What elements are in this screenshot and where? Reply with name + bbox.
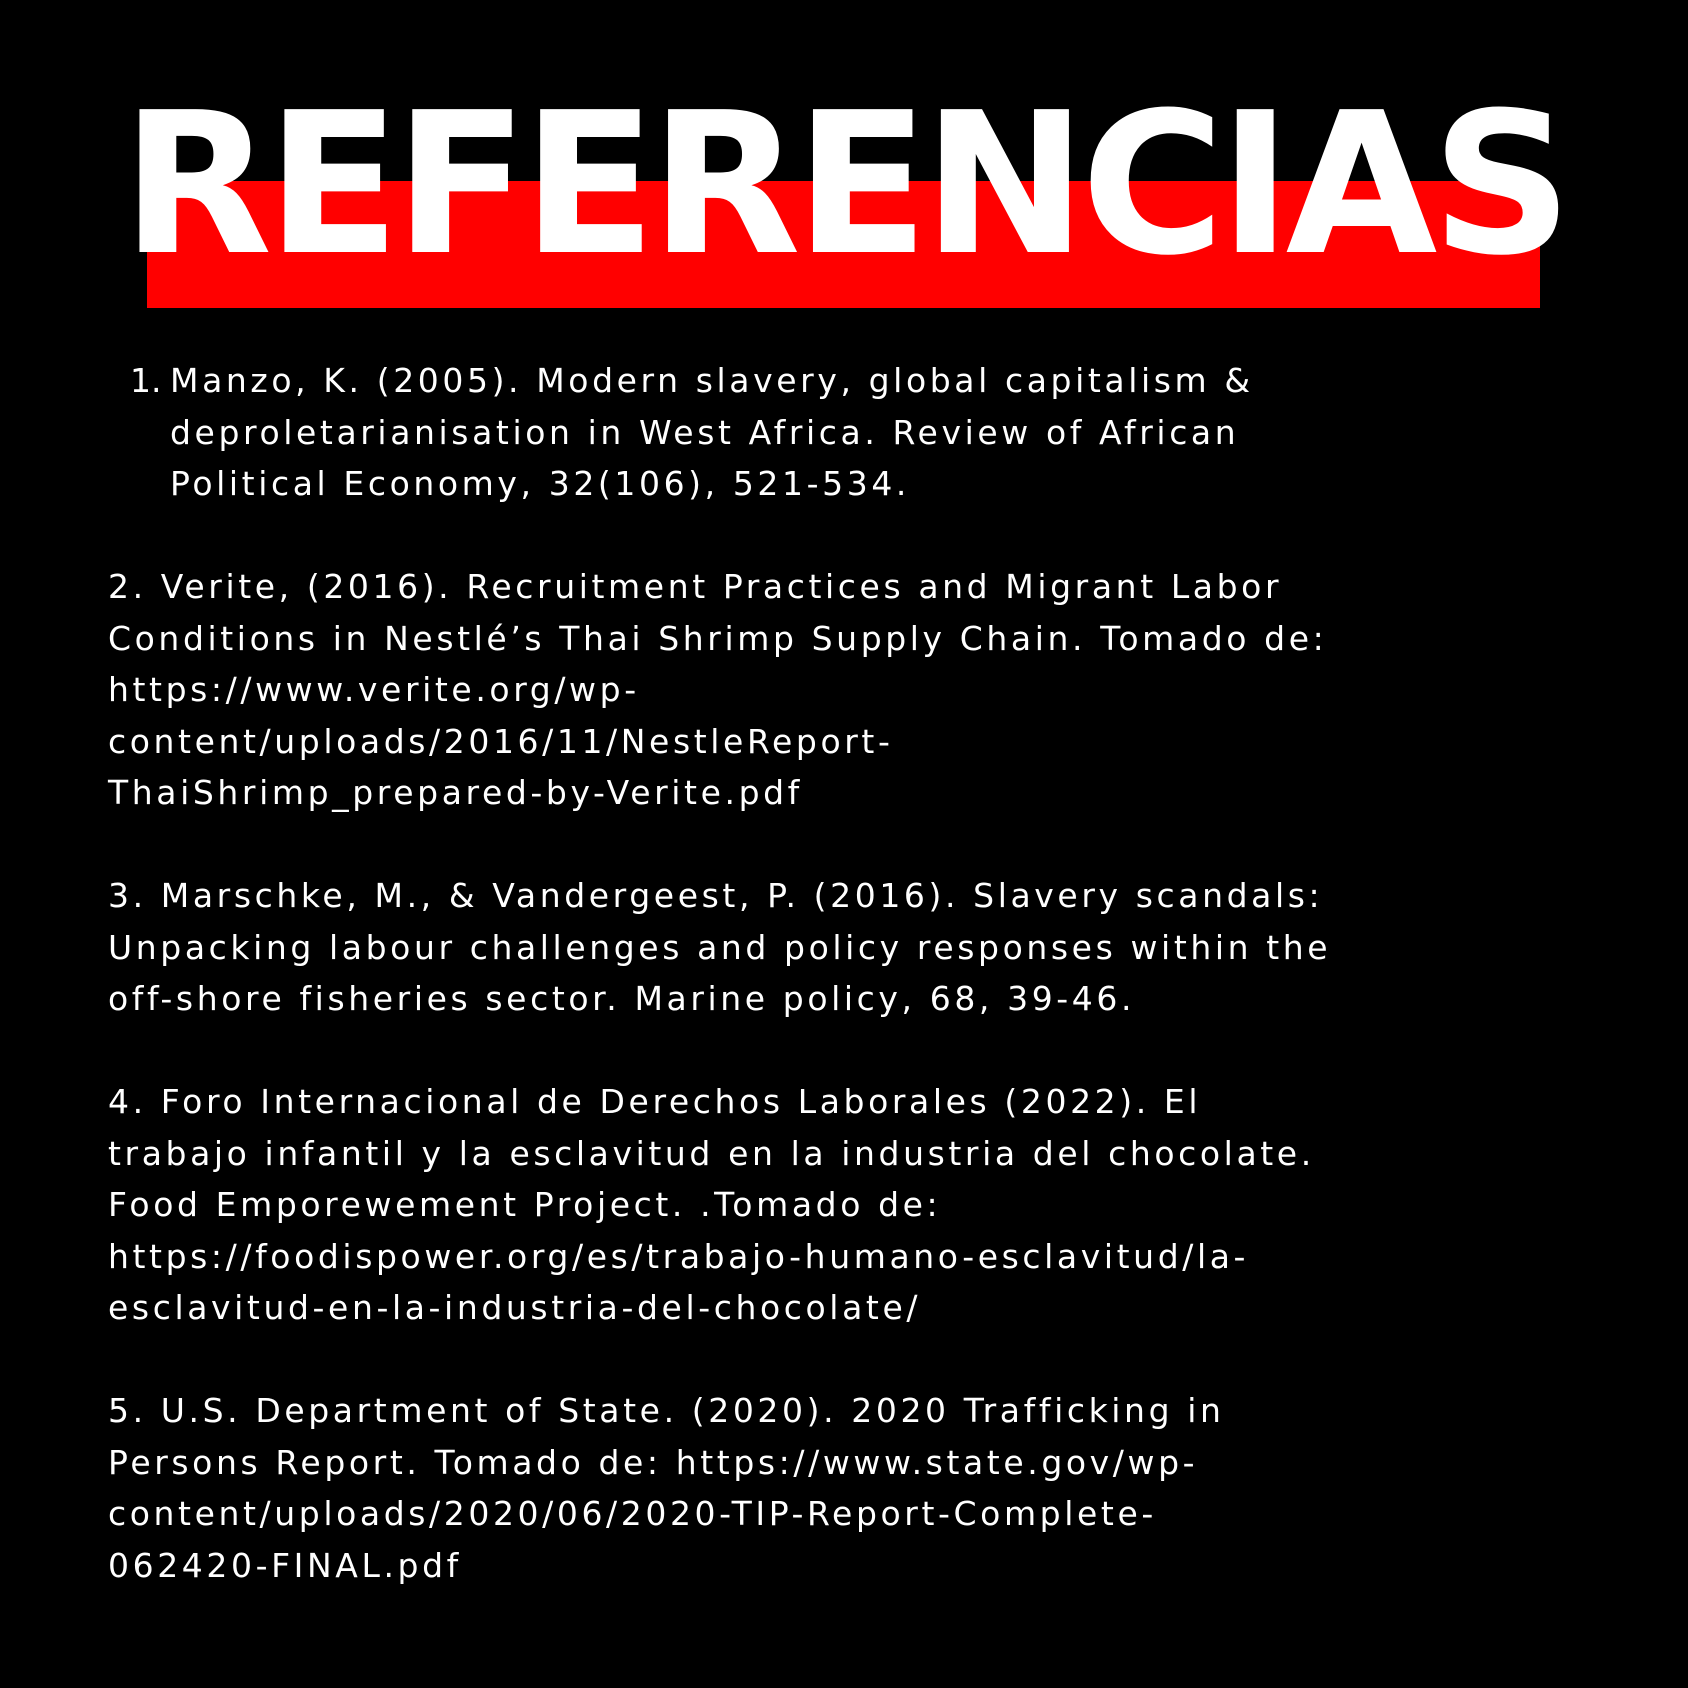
reference-url-line[interactable]: content/uploads/2016/11/NestleReport- bbox=[108, 721, 894, 761]
reference-line: Food Emporewement Project. .Tomado de: bbox=[108, 1185, 942, 1224]
reference-item-3 bbox=[108, 870, 1628, 1025]
reference-line: 3. Marschke, M., & Vandergeest, P. (2016). Slavery scandals: bbox=[108, 876, 1324, 915]
reference-line: off-shore fisheries sector. Marine policy, 68, 39-46. bbox=[108, 979, 1136, 1018]
references-list bbox=[108, 355, 1628, 1643]
reference-line: trabajo infantil y la esclavitud en la industria del chocolate. bbox=[108, 1133, 1315, 1173]
reference-line: Political Economy, 32(106), 521-534. bbox=[170, 464, 911, 503]
reference-line: 4. Foro Internacional de Derechos Laborales (2022). El bbox=[108, 1082, 1202, 1121]
page-title: REFERENCIAS bbox=[121, 71, 1567, 299]
reference-line: Manzo, K. (2005). Modern slavery, global capitalism & bbox=[170, 361, 1254, 400]
reference-url-line[interactable]: 062420-FINAL.pdf bbox=[108, 1545, 462, 1585]
reference-line: 5. U.S. Department of State. (2020). 2020 Trafficking in bbox=[108, 1391, 1225, 1430]
reference-url-line[interactable]: https://foodispower.org/es/trabajo-humano-esclavitud/la- bbox=[108, 1236, 1250, 1276]
reference-line: 2. Verite, (2016). Recruitment Practices and Migrant Labor bbox=[108, 567, 1283, 606]
reference-url-line[interactable]: https://www.verite.org/wp- bbox=[108, 670, 640, 709]
reference-line: Unpacking labour challenges and policy responses within the bbox=[108, 927, 1332, 967]
reference-text bbox=[170, 355, 1628, 510]
reference-url-line[interactable]: ThaiShrimp_prepared-by-Verite.pdf bbox=[108, 773, 803, 812]
reference-item-5 bbox=[108, 1385, 1628, 1591]
reference-line: Persons Report. Tomado de: https://www.state.gov/wp- bbox=[108, 1442, 1199, 1482]
reference-item-1 bbox=[108, 355, 1628, 510]
reference-item-2 bbox=[108, 561, 1628, 819]
reference-url-line[interactable]: content/uploads/2020/06/2020-TIP-Report-Complete- bbox=[108, 1494, 1157, 1533]
reference-item-4 bbox=[108, 1076, 1628, 1334]
reference-url-line[interactable]: esclavitud-en-la-industria-del-chocolate/ bbox=[108, 1288, 922, 1327]
reference-line: Conditions in Nestlé’s Thai Shrimp Supply Chain. Tomado de: bbox=[108, 618, 1328, 658]
reference-number: 1. bbox=[130, 361, 162, 400]
reference-line: deproletarianisation in West Africa. Review of African bbox=[170, 412, 1240, 452]
